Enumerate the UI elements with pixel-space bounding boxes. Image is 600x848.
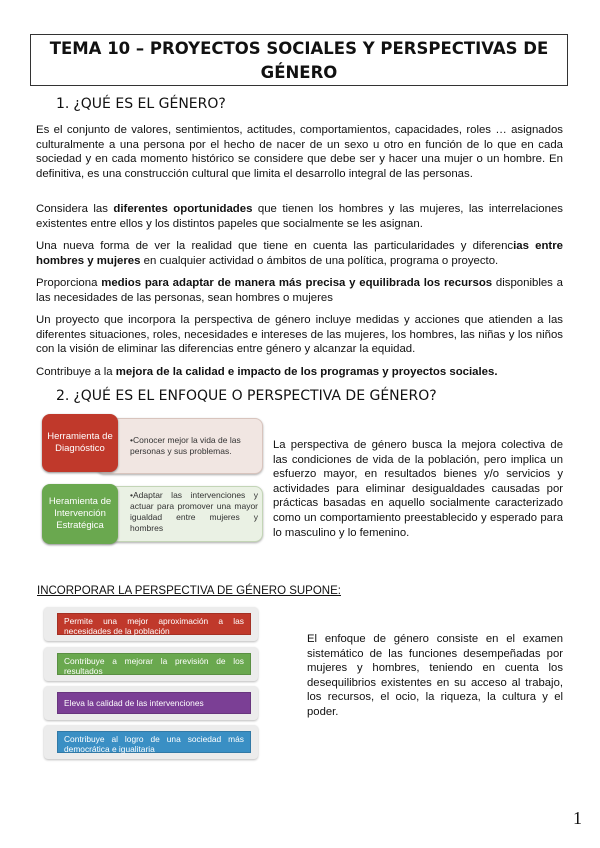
p4-text-c: disponibles a las necesidades de las personas, sean hombres o mujeres <box>36 277 563 304</box>
p3-text-c: en cualquier actividad o ámbitos de una política, programa o proyecto. <box>140 254 499 267</box>
paragraph-nueva-forma <box>36 239 563 268</box>
side-text-perspectiva: La perspectiva de género busca la mejora colectiva de las condiciones de vida de la población, pero implica un esfuerzo mayor, en resultados bienes y/o servicios y actividades para eliminar desigualdades causadas por prácticas basadas en aquello socialmente caracterizado como un comportamiento preestablecido y esperado para lo masculino y lo femenino. <box>273 439 563 539</box>
p3-bold: ias entre hombres y mujeres <box>36 240 563 267</box>
bar-3: Eleva la calidad de las intervenciones <box>57 692 251 714</box>
row-2-label-text: Heramienta de Intervención Estratégica <box>48 496 112 531</box>
p4-bold: medios para adaptar de manera más precisa y equilibrada los recursos <box>101 277 493 289</box>
p2-text-a: Considera las <box>36 203 114 215</box>
section-2-heading <box>56 388 437 404</box>
supone-title: INCORPORAR LA PERSPECTIVA DE GÉNERO SUPONE: <box>37 585 341 597</box>
section-2-number: 2. <box>56 388 70 404</box>
bar-4: Contribuye al logro de una sociedad más democrática e igualitaria <box>57 731 251 753</box>
page-number: 1 <box>573 808 582 828</box>
p2-text-c: que tienen los hombres y las mujeres, las interrelaciones existentes entre ellos y los distintos papeles que socialmente se les asignan. <box>36 203 563 230</box>
section-2-title: ¿QUÉ ES EL ENFOQUE O PERSPECTIVA DE GÉNERO? <box>73 388 437 404</box>
diagram-herramientas <box>38 412 268 552</box>
side-text-enfoque: El enfoque de género consiste en el examen sistemático de las funciones desempeñadas por mujeres y hombres, teniendo en cuenta los desequilibrios existentes en su acceso al trabajo, los recursos, el ocio, la riqueza, la cultura y el poder. <box>307 633 563 718</box>
section-1-number: 1. <box>56 96 70 112</box>
p6-text-a: Contribuye a la <box>36 366 116 378</box>
diagram-row-1-text: •Conocer mejor la vida de las personas y sus problemas. <box>130 435 241 456</box>
diagram-row-2-text: •Adaptar las intervenciones y actuar para promover una mayor igualdad entre mujeres y hombres <box>130 490 258 533</box>
page-title <box>30 34 568 86</box>
section-1-heading <box>56 96 226 112</box>
bar-1: Permite una mejor aproximación a las necesidades de la población <box>57 613 251 635</box>
paragraph-proyecto: Un proyecto que incorpora la perspectiva de género incluye medidas y acciones que atienden a las diferentes situaciones, roles, necesidades e intereses de las mujeres, los hombres, las niñas y los niños con la visión de eliminar las diferencias entre género y alcanzar la equidad. <box>36 314 563 356</box>
p2-bold: diferentes oportunidades <box>113 203 253 215</box>
paragraph-oportunidades <box>36 202 563 231</box>
paragraph-definition: Es el conjunto de valores, sentimientos, actitudes, comportamientos, capacidades, roles … asignados culturalmente a una persona por el hecho de nacer de un sexo u otro en función de lo que en cada sociedad y en cada momento histórico se considere que debe ser y hacer una mujer o un hombre. En definitiva, es una construcción cultural que limita el desarrollo integral de las personas. <box>36 124 563 180</box>
section-1-title: ¿QUÉ ES EL GÉNERO? <box>73 96 226 112</box>
p6-bold: mejora de la calidad e impacto de los programas y proyectos sociales. <box>115 366 498 378</box>
paragraph-medios <box>36 276 563 305</box>
bar-2: Contribuye a mejorar la previsión de los resultados <box>57 653 251 675</box>
row-1-label-text: Herramienta de Diagnóstico <box>47 431 113 454</box>
page-title-text: TEMA 10 – PROYECTOS SOCIALES Y PERSPECTIVAS DE GÉNERO <box>49 39 549 82</box>
p3-text-a: Una nueva forma de ver la realidad que tiene en cuenta las particularidades y diferenc <box>36 240 514 252</box>
p4-text-a: Proporciona <box>36 277 102 289</box>
diagram-row-1-label <box>42 414 118 472</box>
diagram-row-2-label <box>42 484 118 544</box>
paragraph-contribuye <box>36 365 563 380</box>
